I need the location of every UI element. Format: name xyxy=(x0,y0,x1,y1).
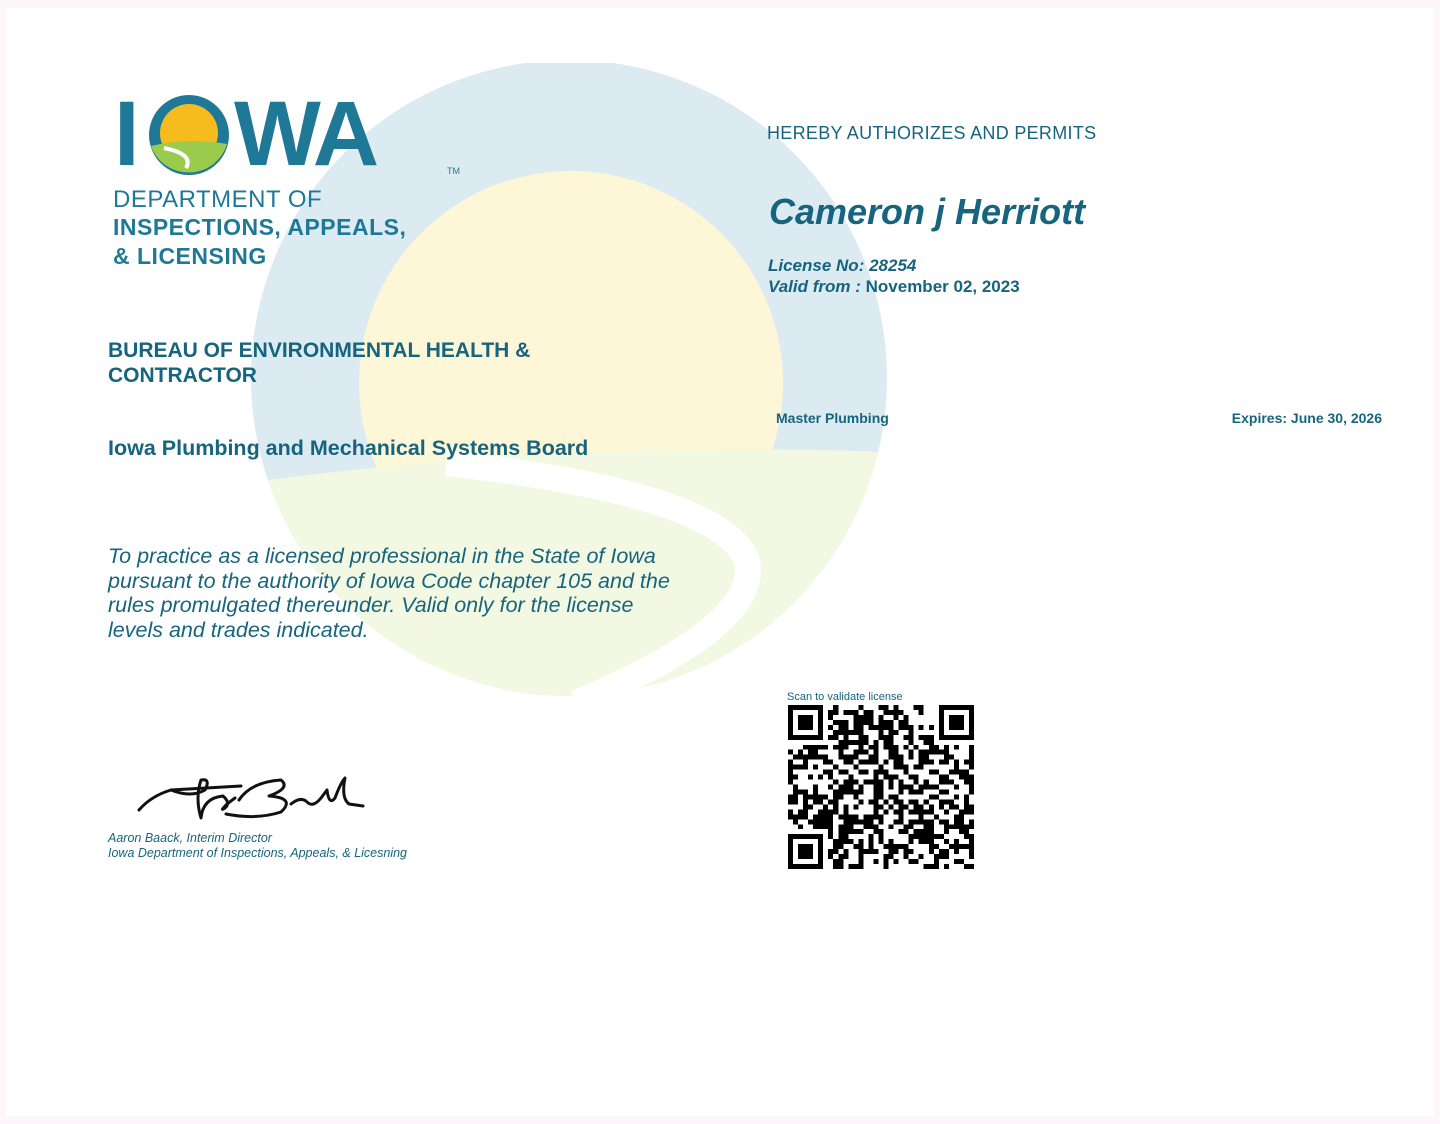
certificate xyxy=(6,8,1434,1116)
qr-caption: Scan to validate license xyxy=(787,691,903,703)
qr-finder-pattern xyxy=(788,705,823,740)
iowa-logo xyxy=(114,88,474,188)
qr-finder-pattern xyxy=(939,705,974,740)
valid-from-line xyxy=(768,277,1020,297)
department-line-1: DEPARTMENT OF xyxy=(113,186,323,213)
qr-code[interactable] xyxy=(788,705,974,869)
director-signature xyxy=(131,768,371,828)
license-number: 28254 xyxy=(869,256,917,275)
license-number-label: License No: xyxy=(768,256,865,275)
valid-from-date: November 02, 2023 xyxy=(865,277,1020,296)
qr-finder-pattern xyxy=(788,834,823,869)
licensee-name: Cameron j Herriott xyxy=(769,191,1086,232)
svg-text:WA: WA xyxy=(234,88,377,185)
license-trade: Master Plumbing xyxy=(776,410,889,426)
department-line-3: & LICENSING xyxy=(113,243,267,269)
authorization-heading: HEREBY AUTHORIZES AND PERMITS xyxy=(767,123,1097,143)
signatory-name-title: Aaron Baack, Interim Director xyxy=(108,831,272,845)
trademark-mark: TM xyxy=(447,166,460,176)
department-line-2: INSPECTIONS, APPEALS, xyxy=(113,214,407,240)
bureau-title: BUREAU OF ENVIRONMENTAL HEALTH & CONTRACTOR xyxy=(108,339,531,387)
valid-from-label: Valid from : xyxy=(768,277,861,296)
signatory-department: Iowa Department of Inspections, Appeals, & Licesning xyxy=(108,846,408,860)
practice-statement: To practice as a licensed professional in the State of Iowa pursuant to the authority of Iowa Code chapter 105 and the rules promulgated thereunder. Valid only for the license levels and trades indicated. xyxy=(108,544,670,642)
svg-text:I: I xyxy=(114,88,140,185)
expiration-date: Expires: June 30, 2026 xyxy=(1231,410,1382,426)
board-name: Iowa Plumbing and Mechanical Systems Board xyxy=(108,436,589,460)
license-number-line xyxy=(768,256,916,276)
